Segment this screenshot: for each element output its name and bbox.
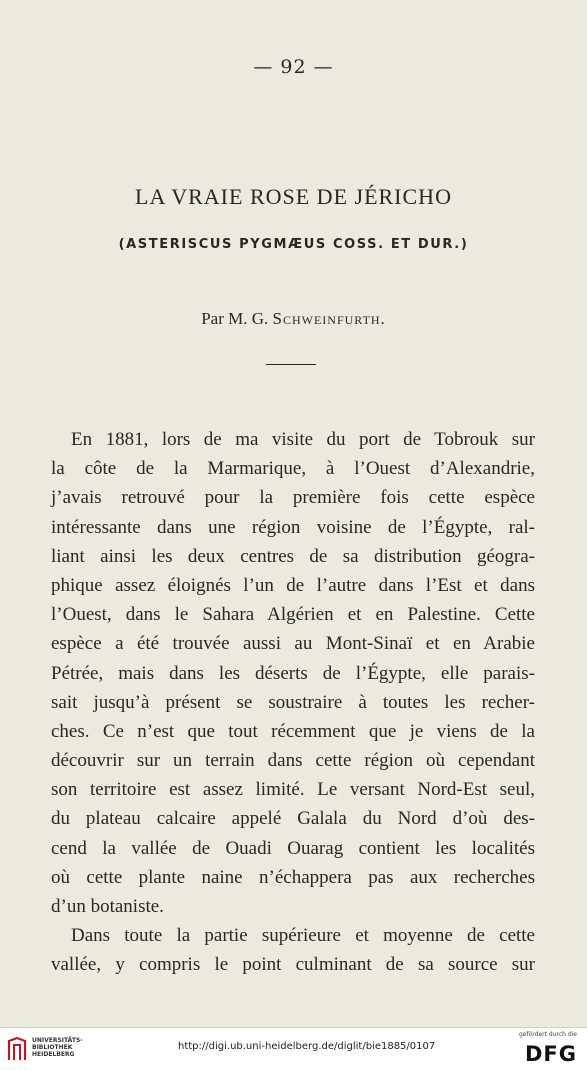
author-prefix: Par M. G. bbox=[201, 309, 273, 328]
article-title: LA VRAIE ROSE DE JÉRICHO bbox=[135, 184, 452, 209]
body-line: Pétrée, mais dans les déserts de l’Égypte, elle parais- bbox=[51, 662, 535, 684]
library-name bbox=[32, 1037, 83, 1058]
body-line: la côte de la Marmarique, à l’Ouest d’Alexandrie, bbox=[51, 458, 535, 480]
dfg-logo: DFG bbox=[524, 1042, 577, 1066]
body-line: l’Ouest, dans le Sahara Algérien et en Palestine. Cette bbox=[51, 604, 535, 626]
body-text bbox=[51, 425, 535, 980]
body-line: espèce a été trouvée aussi au Mont-Sinaï et en Arabie bbox=[51, 633, 535, 655]
body-line: phique assez éloignés l’un de l’autre dans l’Est et dans bbox=[51, 574, 535, 596]
permalink-url[interactable]: http://digi.ub.uni-heidelberg.de/diglit/bie1885/0107 bbox=[178, 1041, 436, 1052]
library-name-line: UNIVERSITÄTS- bbox=[32, 1037, 83, 1044]
page-number: — 92 — bbox=[253, 56, 334, 78]
funding-note: gefördert durch die bbox=[519, 1031, 577, 1038]
author-name: Schweinfurth. bbox=[272, 309, 386, 328]
body-line: du plateau calcaire appelé Galala du Nord d’où des- bbox=[51, 808, 535, 830]
body-line: cend la vallée de Ouadi Ouarag contient les localités bbox=[51, 837, 535, 859]
body-line: découvrir sur un terrain dans cette région où cependant bbox=[51, 750, 535, 772]
body-line: d’un botaniste. bbox=[51, 896, 164, 917]
body-line: intéressante dans une région voisine de l’Égypte, ral- bbox=[51, 516, 535, 538]
body-line: vallée, y compris le point culminant de sa source sur bbox=[51, 954, 535, 976]
body-line: liant ainsi les deux centres de sa distribution géogra- bbox=[51, 545, 535, 567]
body-line: sait jusqu’à présent se soustraire à toutes les recher- bbox=[51, 691, 535, 713]
article-subtitle: (ASTERISCUS PYGMÆUS COSS. ET DUR.) bbox=[118, 237, 469, 252]
library-name-line: HEIDELBERG bbox=[32, 1051, 75, 1058]
body-line: Dans toute la partie supérieure et moyenne de cette bbox=[71, 925, 535, 947]
body-line: son territoire est assez limité. Le versant Nord-Est seul, bbox=[51, 779, 535, 801]
body-line: où cette plante naine n’échappera pas aux recherches bbox=[51, 866, 535, 888]
body-line: ches. Ce n’est que tout récemment que je viens de la bbox=[51, 720, 535, 742]
author-line bbox=[0, 309, 587, 329]
digitization-footer bbox=[0, 1027, 587, 1070]
section-rule bbox=[266, 364, 316, 365]
library-name-line: BIBLIOTHEK bbox=[32, 1044, 73, 1051]
library-logo-icon bbox=[6, 1036, 28, 1062]
body-line: j’avais retrouvé pour la première fois cette espèce bbox=[51, 487, 535, 509]
body-line: En 1881, lors de ma visite du port de Tobrouk sur bbox=[71, 429, 535, 450]
